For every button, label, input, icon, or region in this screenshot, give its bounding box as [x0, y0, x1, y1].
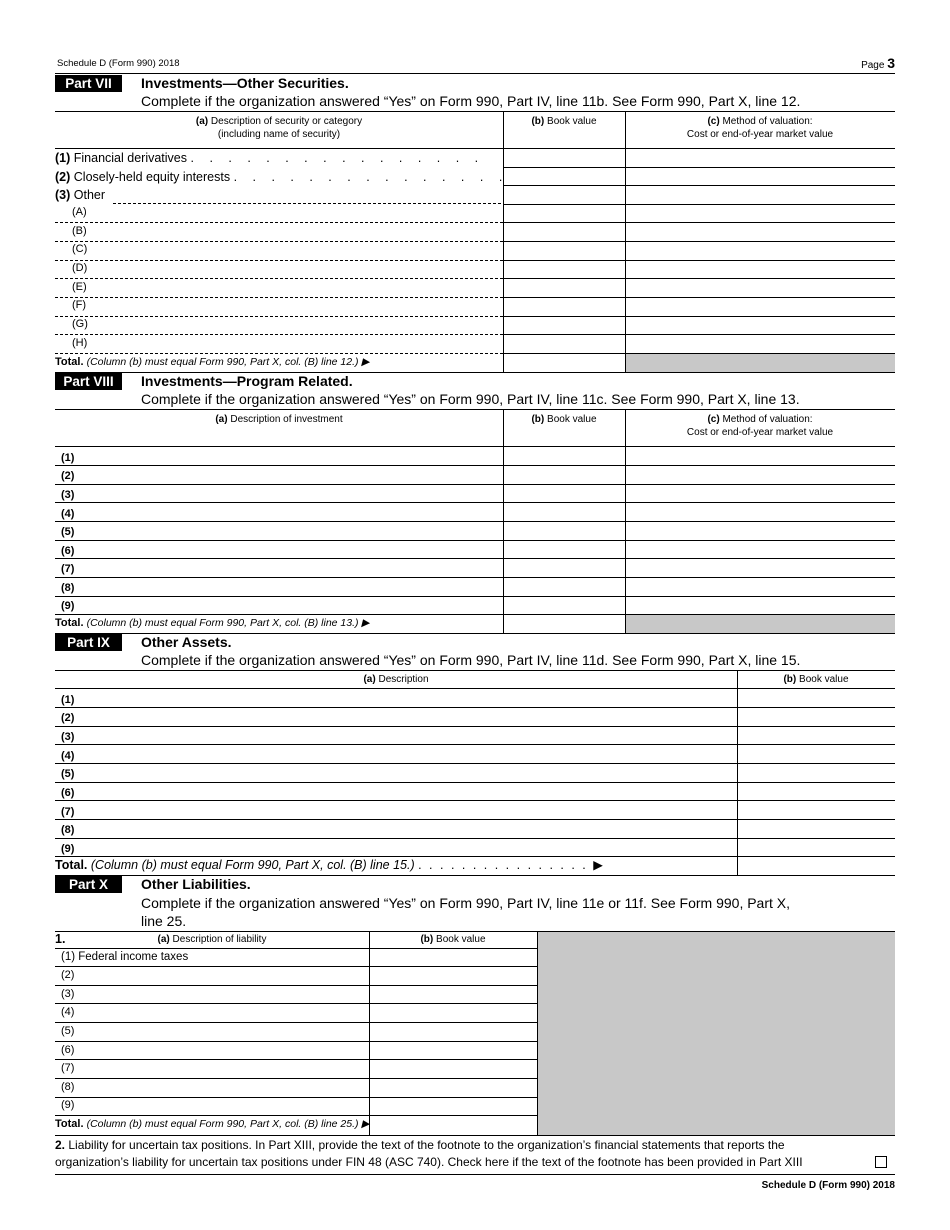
part-x-row-2: (2) — [61, 969, 75, 981]
part-vii-sub-c: (C) — [72, 243, 88, 255]
part-x-row-5: (5) — [61, 1025, 75, 1037]
part-x-row-7: (7) — [61, 1062, 75, 1074]
part-x-row-3: (3) — [61, 988, 75, 1000]
part-x-col-b-header: (b) Book value — [420, 934, 486, 945]
part-vii-row-3: (3) Other — [55, 188, 106, 202]
part-vii-sub-b: (B) — [72, 225, 87, 237]
part-x-total: Total. (Column (b) must equal Form 990, Part X, col. (B) line 25.) ▶ — [55, 1118, 370, 1130]
part-x-instruction-line1: Complete if the organization answered “Yes” on Form 990, Part IV, line 11e or 11f. See Form 990, Part X, — [141, 895, 791, 911]
part-viii-row-2: (2) — [61, 470, 75, 482]
form-reference: Schedule D (Form 990) 2018 — [57, 58, 180, 69]
part-vii-col-c-header: (c) Method of valuation: Cost or end-of-year market value — [686, 116, 834, 140]
part-x-line-2: 2. Liability for uncertain tax positions. In Part XIII, provide the text of the footnote to the organization’s financial statements that reports the organization’s liability for uncertain tax positions under FIN 48 (ASC 740). Check here if the text of the footnote has been provided in Part XIII — [55, 1138, 803, 1169]
part-viii-badge: Part VIII — [55, 373, 122, 390]
part-viii-total: Total. (Column (b) must equal Form 990, Part X, col. (B) line 13.) ▶ — [55, 617, 370, 629]
part-ix-badge: Part IX — [55, 634, 122, 651]
part-vii-badge: Part VII — [55, 75, 122, 92]
part-vii-col-a-header: (a) Description of security or category (including name of security) — [195, 116, 363, 140]
part-x-row-6: (6) — [61, 1044, 75, 1056]
part-vii-sub-g: (G) — [72, 318, 88, 330]
part-x-row-9: (9) — [61, 1099, 75, 1111]
part-viii-row-4: (4) — [61, 508, 75, 520]
part-x-instruction-line2: line 25. — [141, 913, 187, 929]
part-ix-row-8: (8) — [61, 824, 75, 836]
part-ix-row-1: (1) — [61, 694, 75, 706]
page-footer: Schedule D (Form 990) 2018 — [761, 1180, 895, 1191]
part-vii-col-b-header: (b) Book value — [531, 116, 597, 127]
part-ix-row-3: (3) — [61, 731, 75, 743]
part-x-row-8: (8) — [61, 1081, 75, 1093]
part-viii-row-3: (3) — [61, 489, 75, 501]
part-viii-row-7: (7) — [61, 563, 75, 575]
page-header — [55, 52, 895, 74]
part-ix-row-2: (2) — [61, 712, 75, 724]
page-number: Page 3 — [861, 55, 895, 71]
footnote-provided-checkbox[interactable] — [875, 1156, 887, 1168]
part-viii-row-8: (8) — [61, 582, 75, 594]
part-ix-row-6: (6) — [61, 787, 75, 799]
part-vii-title: Investments—Other Securities. — [141, 75, 349, 91]
part-viii-col-b-header: (b) Book value — [531, 414, 597, 425]
part-x-line-1: 1. — [55, 932, 66, 946]
part-vii-sub-e: (E) — [72, 281, 87, 293]
part-viii-row-6: (6) — [61, 545, 75, 557]
part-viii-col-c-header: (c) Method of valuation: Cost or end-of-year market value — [686, 414, 834, 438]
part-ix-row-7: (7) — [61, 806, 75, 818]
part-viii-title: Investments—Program Related. — [141, 373, 353, 389]
part-ix-total: Total. (Column (b) must equal Form 990, Part X, col. (B) line 15.) . . . . . . . . . . . . . . . . ▶ — [55, 858, 605, 872]
part-viii-instruction: Complete if the organization answered “Yes” on Form 990, Part IV, line 11c. See Form 990, Part X, line 13. — [141, 391, 800, 407]
part-vii-sub-h: (H) — [72, 337, 88, 349]
part-x-row-1: (1) Federal income taxes — [61, 951, 189, 963]
part-vii-total: Total. (Column (b) must equal Form 990, Part X, col. (B) line 12.) ▶ — [55, 356, 370, 368]
part-vii-row-2: (2) Closely-held equity interests . . . . . . . . . . . . . . . — [55, 170, 509, 184]
part-ix-row-5: (5) — [61, 768, 75, 780]
part-viii-row-1: (1) — [61, 452, 75, 464]
part-ix-title: Other Assets. — [141, 634, 232, 650]
part-ix-col-b-header: (b) Book value — [783, 674, 849, 685]
part-vii-row-1: (1) Financial derivatives . . . . . . . . . . . . . . . . — [55, 151, 485, 165]
part-viii-row-9: (9) — [61, 600, 75, 612]
part-ix-col-a-header: (a) Description — [363, 674, 429, 685]
part-vii-sub-a: (A) — [72, 206, 87, 218]
part-ix-instruction: Complete if the organization answered “Yes” on Form 990, Part IV, line 11d. See Form 990, Part X, line 15. — [141, 652, 801, 668]
part-vii-sub-d: (D) — [72, 262, 88, 274]
part-ix-row-9: (9) — [61, 843, 75, 855]
part-viii-row-5: (5) — [61, 526, 75, 538]
part-vii-instruction: Complete if the organization answered “Yes” on Form 990, Part IV, line 11b. See Form 990, Part X, line 12. — [141, 93, 801, 109]
part-x-title: Other Liabilities. — [141, 876, 251, 892]
part-ix-row-4: (4) — [61, 750, 75, 762]
part-x-badge: Part X — [55, 876, 122, 893]
part-x-col-a-header: (a) Description of liability — [157, 934, 267, 945]
part-viii-col-a-header: (a) Description of investment — [215, 414, 343, 425]
part-x-row-4: (4) — [61, 1006, 75, 1018]
part-vii-sub-f: (F) — [72, 299, 87, 311]
